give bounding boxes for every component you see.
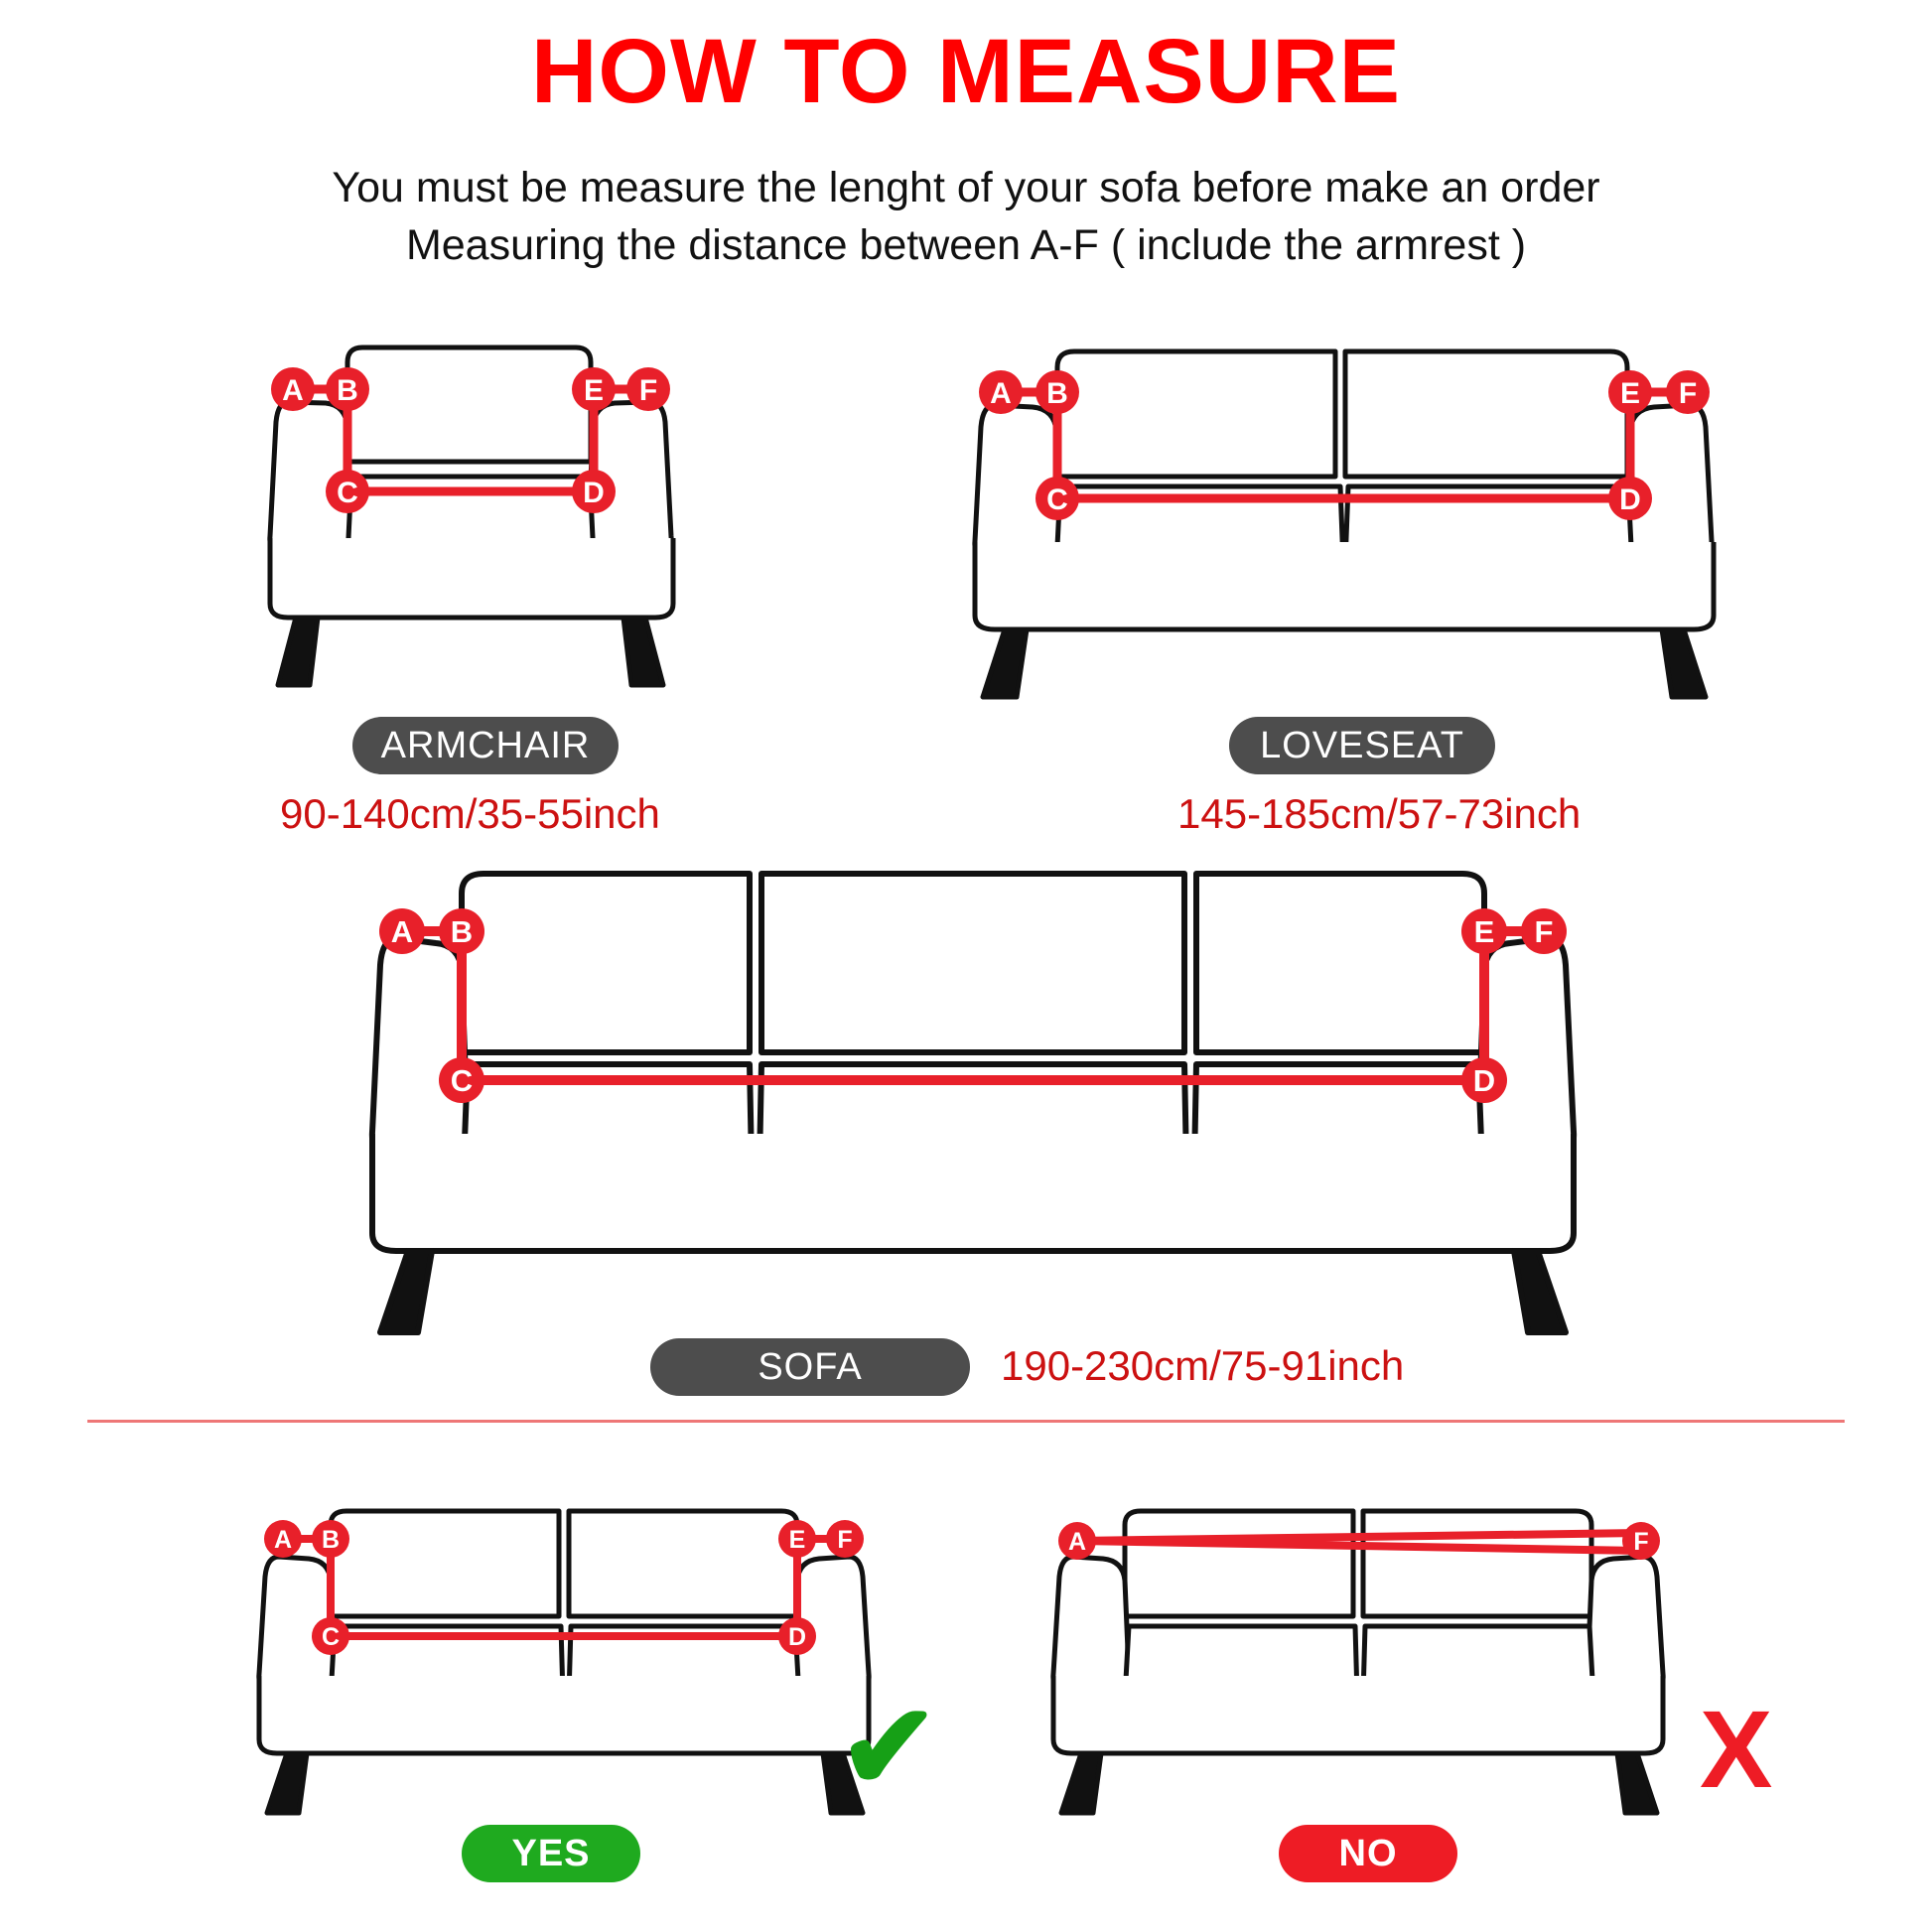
loveseat-name-pill: LOVESEAT: [1229, 717, 1495, 774]
svg-text:A: A: [282, 374, 304, 407]
svg-text:F: F: [837, 1526, 853, 1554]
svg-text:F: F: [638, 374, 658, 407]
svg-text:A: A: [273, 1526, 293, 1554]
no-pill: NO: [1279, 1825, 1457, 1882]
svg-text:B: B: [450, 914, 474, 949]
svg-text:F: F: [1678, 377, 1698, 410]
armchair-dimension: 90-140cm/35-55inch: [280, 790, 660, 837]
page-subtitle: [0, 159, 1932, 274]
incorrect-example-measure-overlay: [1037, 1489, 1693, 1827]
svg-text:E: E: [1473, 914, 1495, 949]
svg-text:C: C: [337, 477, 358, 509]
sofa-dimension: 190-230cm/75-91inch: [1001, 1342, 1405, 1389]
cross-icon: X: [1700, 1689, 1773, 1811]
svg-text:C: C: [450, 1063, 474, 1098]
svg-text:B: B: [321, 1526, 341, 1554]
sofa-measure-overlay: [352, 854, 1593, 1350]
svg-text:D: D: [583, 477, 605, 509]
svg-text:A: A: [1067, 1528, 1087, 1556]
armchair-measure-overlay: [248, 328, 745, 725]
svg-text:E: E: [788, 1526, 806, 1554]
svg-text:D: D: [1472, 1063, 1496, 1098]
svg-text:C: C: [321, 1623, 341, 1651]
svg-text:B: B: [337, 374, 358, 407]
svg-text:F: F: [1633, 1528, 1649, 1556]
svg-text:A: A: [990, 377, 1012, 410]
check-icon: ✔: [839, 1681, 939, 1814]
svg-text:F: F: [1534, 914, 1554, 949]
subtitle-line-2: Measuring the distance between A-F ( include the armrest ): [405, 221, 1527, 270]
loveseat-dimension: 145-185cm/57-73inch: [1177, 790, 1582, 837]
svg-text:B: B: [1046, 377, 1068, 410]
section-divider: [87, 1420, 1845, 1423]
svg-text:C: C: [1046, 483, 1068, 516]
armchair-name-pill: ARMCHAIR: [352, 717, 619, 774]
subtitle-line-1: You must be measure the lenght of your sofa before make an order: [332, 164, 1600, 211]
svg-text:E: E: [583, 374, 605, 407]
svg-text:E: E: [1619, 377, 1641, 410]
svg-text:A: A: [390, 914, 414, 949]
svg-text:D: D: [787, 1623, 807, 1651]
loveseat-measure-overlay: [953, 328, 1747, 725]
correct-example-measure-overlay: [243, 1489, 898, 1827]
sofa-name-pill: SOFA: [650, 1338, 970, 1396]
page-title: HOW TO MEASURE: [530, 21, 1402, 122]
svg-text:D: D: [1619, 483, 1641, 516]
yes-pill: YES: [462, 1825, 640, 1882]
